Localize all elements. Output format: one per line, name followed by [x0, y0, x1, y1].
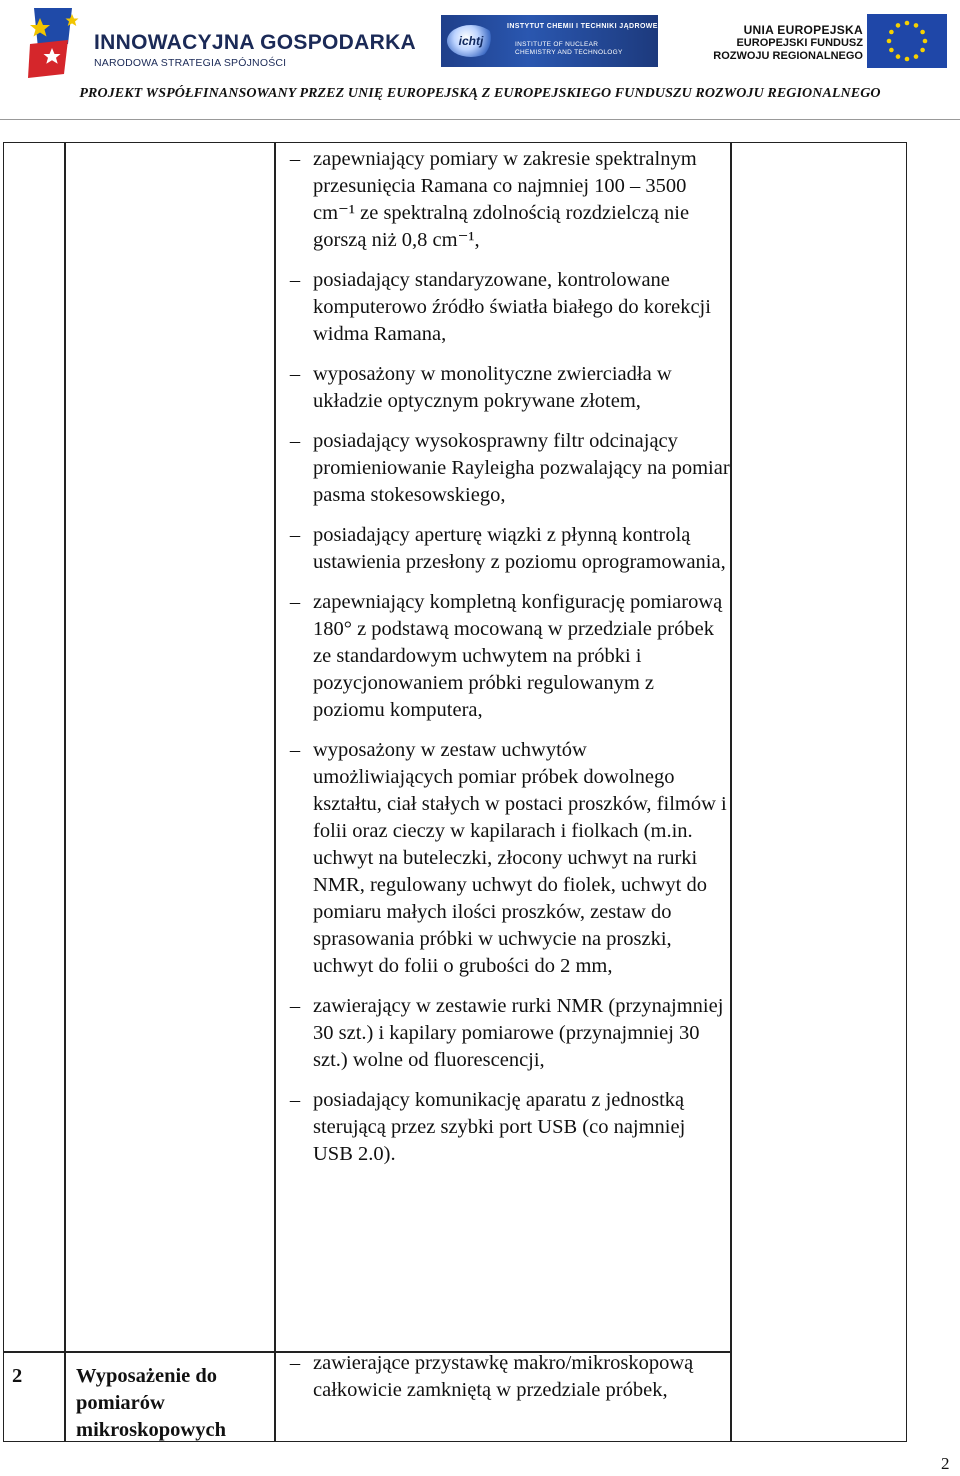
eu-logo-text	[713, 23, 863, 63]
logo-title: INNOWACYJNA GOSPODARKA	[94, 31, 417, 54]
specification-bullet-list	[280, 146, 730, 1417]
list-item	[280, 361, 730, 415]
ichtj-name-pl: INSTYTUT CHEMII I TECHNIKI JĄDROWEJ	[507, 23, 663, 30]
row-title: Wyposażenie do pomiarów mikroskopowych	[76, 1365, 226, 1441]
list-item	[280, 737, 730, 980]
ichtj-name-en-line2: CHEMISTRY AND TECHNOLOGY	[515, 49, 623, 56]
dash-bullet-icon: –	[289, 591, 301, 613]
ichtj-name-en-line1: INSTITUTE OF NUCLEAR	[515, 41, 599, 48]
eu-line2: EUROPEJSKI FUNDUSZ	[736, 37, 863, 49]
dash-bullet-icon: –	[289, 148, 301, 170]
list-item	[280, 428, 730, 509]
list-item-text: posiadający komunikację aparatu z jednostką sterującą przez szybki port USB (co najmniej USB 2.0).	[313, 1089, 686, 1165]
project-funding-line: PROJEKT WSPÓŁFINANSOWANY PRZEZ UNIĘ EUROPEJSKĄ Z EUROPEJSKIEGO FUNDUSZU ROZWOJU REGIONALNEGO	[79, 86, 881, 101]
list-item-text: wyposażony w zestaw uchwytów umożliwiających pomiar próbek dowolnego kształtu, ciał stałych w postaci proszków, filmów i folii oraz cieczy w kapilarach i fiolkach (m.in. uchwyt na buteleczki, złocony uchwyt na rurki NMR, regulowany uchwyt do fiolek, uchwyt do pomiaru małych ilości proszków, zestaw do sprasowania próbki w uchwycie na proszki, uchwyt do folii o grubości do 2 mm,	[313, 739, 727, 977]
list-item-text: wyposażony w monolityczne zwierciadła w układzie optycznym pokrywane złotem,	[313, 363, 672, 412]
dash-bullet-icon: –	[289, 1089, 301, 1111]
list-item-text: posiadający wysokosprawny filtr odcinający promieniowanie Rayleigha pozwalający na pomiar pasma stokesowskiego,	[313, 430, 730, 506]
table-column-divider-3	[730, 143, 732, 1441]
dash-bullet-icon: –	[289, 524, 301, 546]
list-item-text: posiadający standaryzowane, kontrolowane komputerowo źródło światła białego do korekcji widma Ramana,	[313, 269, 711, 345]
table-column-divider-2	[274, 143, 276, 1441]
dash-bullet-icon: –	[289, 1352, 301, 1374]
eu-line1: UNIA EUROPEJSKA	[743, 23, 863, 37]
dash-bullet-icon: –	[289, 363, 301, 385]
list-item-text: zawierający w zestawie rurki NMR (przynajmniej 30 szt.) i kapilary pomiarowe (przynajmniej 30 szt.) wolne od fluorescencji,	[313, 995, 724, 1071]
logo-subtitle: NARODOWA STRATEGIA SPÓJNOŚCI	[94, 57, 287, 69]
dash-bullet-icon: –	[289, 995, 301, 1017]
list-item	[280, 1350, 730, 1404]
ichtj-logo	[441, 15, 663, 67]
list-item-text: zawierające przystawkę makro/mikroskopową całkowicie zamkniętą w przedziale próbek,	[313, 1352, 694, 1401]
dash-bullet-icon: –	[289, 430, 301, 452]
list-item	[280, 522, 730, 576]
list-item-text: posiadający aperturę wiązki z płynną kontrolą ustawienia przesłony z poziomu oprogramowania,	[313, 524, 726, 573]
flag-stars-icon	[24, 4, 90, 80]
dash-bullet-icon: –	[289, 739, 301, 761]
eu-logo	[713, 8, 953, 68]
list-item	[280, 993, 730, 1074]
ichtj-name-en	[515, 41, 623, 57]
innowacyjna-gospodarka-logo	[24, 4, 417, 80]
dash-bullet-icon: –	[289, 269, 301, 291]
list-item-text: zapewniający kompletną konfigurację pomiarową 180° z podstawą mocowaną w przedziale próbek ze standardowym uchwytem na próbki i pozycjonowaniem próbki regulowanym z poziomu komputera,	[313, 591, 723, 721]
header-divider	[0, 119, 960, 120]
document-header	[0, 0, 960, 124]
eu-line3: ROZWOJU REGIONALNEGO	[713, 50, 863, 62]
page-number: 2	[941, 1454, 950, 1473]
list-item-text: zapewniający pomiary w zakresie spektralnym przesunięcia Ramana co najmniej 100 – 3500 cm⁻¹ ze spektralną zdolnością rozdzielczą nie gorszą niż 0,8 cm⁻¹,	[313, 148, 697, 251]
list-item	[280, 589, 730, 724]
eu-flag-icon	[867, 14, 947, 68]
list-item	[280, 267, 730, 348]
table-column-divider-1	[64, 143, 66, 1441]
list-item	[280, 146, 730, 254]
row-number: 2	[12, 1365, 23, 1387]
list-item	[280, 1087, 730, 1168]
ichtj-mark: ichtj	[447, 25, 495, 57]
